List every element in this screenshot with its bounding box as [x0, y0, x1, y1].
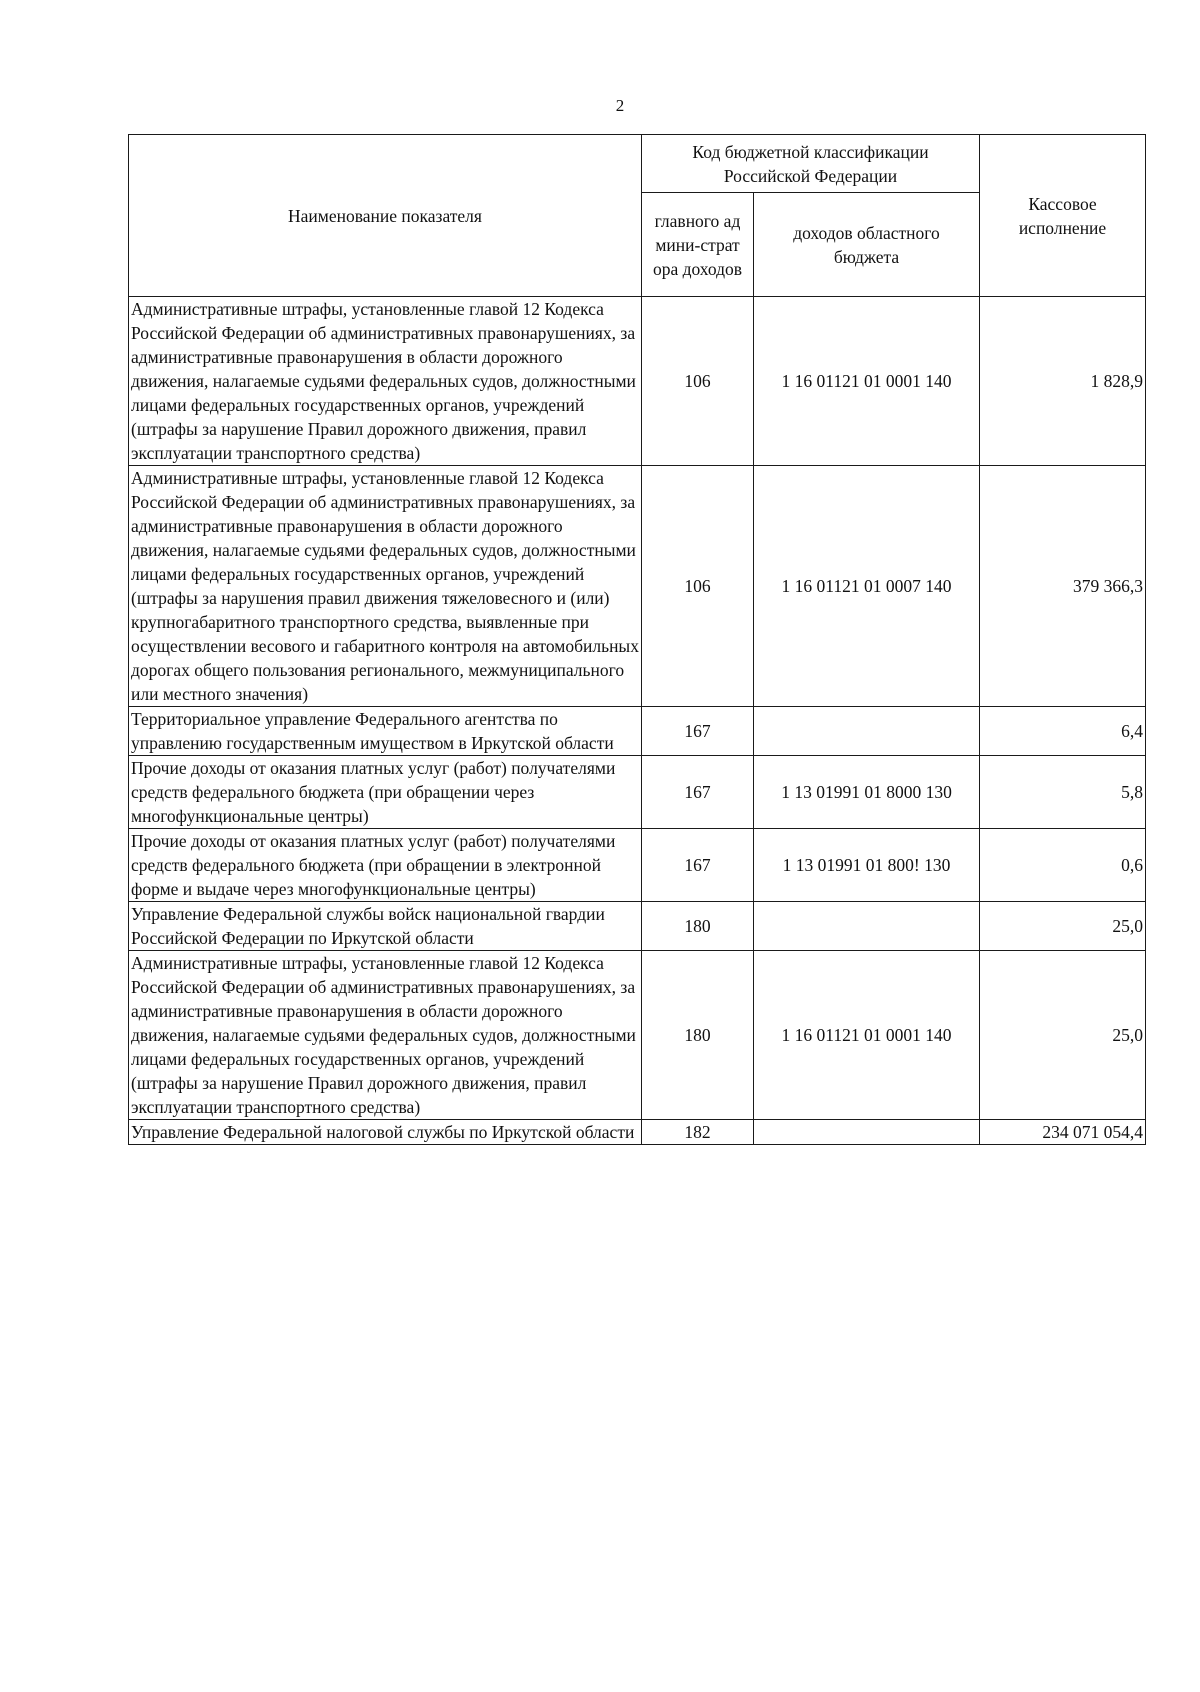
row-name: Прочие доходы от оказания платных услуг (работ) получателями средств федерального бюджета (при обращении через многофункциональные центры) — [129, 756, 642, 829]
row-budget-code — [754, 902, 980, 951]
row-name: Административные штрафы, установленные главой 12 Кодекса Российской Федерации об административных правонарушениях, за административные правонарушения в области дорожного движения, налагаемые судьями федеральных судов, должностными лицами федеральных государственных органов, учреждений (штрафы за нарушение Правил дорожного движения, правил эксплуатации транспортного средства) — [129, 297, 642, 466]
row-sum: 25,0 — [980, 951, 1146, 1120]
page-number: 2 — [615, 96, 625, 115]
table-row — [129, 1120, 1146, 1145]
row-admin-code: 180 — [642, 902, 754, 951]
header-name: Наименование показателя — [129, 135, 642, 297]
header-admin: главного админи-стратора доходов — [642, 193, 754, 297]
row-admin-code: 180 — [642, 951, 754, 1120]
table-row — [129, 951, 1146, 1120]
row-sum: 6,4 — [980, 707, 1146, 756]
row-sum: 5,8 — [980, 756, 1146, 829]
row-budget-code: 1 16 01121 01 0007 140 — [754, 466, 980, 707]
row-budget-code: 1 13 01991 01 800! 130 — [754, 829, 980, 902]
table-row — [129, 902, 1146, 951]
row-name: Управление Федеральной службы войск национальной гвардии Российской Федерации по Иркутской области — [129, 902, 642, 951]
row-budget-code: 1 16 01121 01 0001 140 — [754, 297, 980, 466]
row-sum: 379 366,3 — [980, 466, 1146, 707]
row-name: Административные штрафы, установленные главой 12 Кодекса Российской Федерации об административных правонарушениях, за административные правонарушения в области дорожного движения, налагаемые судьями федеральных судов, должностными лицами федеральных государственных органов, учреждений (штрафы за нарушения правил движения тяжеловесного и (или) крупногабаритного транспортного средства, выявленные при осуществлении весового и габаритного контроля на автомобильных дорогах общего пользования регионального, межмуниципального или местного значения) — [129, 466, 642, 707]
table-row — [129, 829, 1146, 902]
table-row — [129, 297, 1146, 466]
row-budget-code: 1 16 01121 01 0001 140 — [754, 951, 980, 1120]
table-row — [129, 466, 1146, 707]
header-sum: Кассовое исполнение — [980, 135, 1146, 297]
row-admin-code: 167 — [642, 756, 754, 829]
row-sum: 25,0 — [980, 902, 1146, 951]
row-name: Территориальное управление Федерального агентства по управлению государственным имуществом в Иркутской области — [129, 707, 642, 756]
row-budget-code — [754, 1120, 980, 1145]
row-admin-code: 182 — [642, 1120, 754, 1145]
row-sum: 234 071 054,4 — [980, 1120, 1146, 1145]
table-row — [129, 707, 1146, 756]
row-admin-code: 106 — [642, 466, 754, 707]
row-budget-code: 1 13 01991 01 8000 130 — [754, 756, 980, 829]
row-admin-code: 167 — [642, 707, 754, 756]
row-name: Управление Федеральной налоговой службы по Иркутской области — [129, 1120, 642, 1145]
row-budget-code — [754, 707, 980, 756]
row-admin-code: 106 — [642, 297, 754, 466]
row-sum: 1 828,9 — [980, 297, 1146, 466]
header-code-group: Код бюджетной классификации Российской Федерации — [642, 135, 980, 193]
budget-revenue-table — [128, 134, 1146, 1145]
row-sum: 0,6 — [980, 829, 1146, 902]
table-row — [129, 756, 1146, 829]
header-code: доходов областного бюджета — [754, 193, 980, 297]
row-name: Административные штрафы, установленные главой 12 Кодекса Российской Федерации об административных правонарушениях, за административные правонарушения в области дорожного движения, налагаемые судьями федеральных судов, должностными лицами федеральных государственных органов, учреждений (штрафы за нарушение Правил дорожного движения, правил эксплуатации транспортного средства) — [129, 951, 642, 1120]
row-admin-code: 167 — [642, 829, 754, 902]
row-name: Прочие доходы от оказания платных услуг (работ) получателями средств федерального бюджета (при обращении в электронной форме и выдаче через многофункциональные центры) — [129, 829, 642, 902]
